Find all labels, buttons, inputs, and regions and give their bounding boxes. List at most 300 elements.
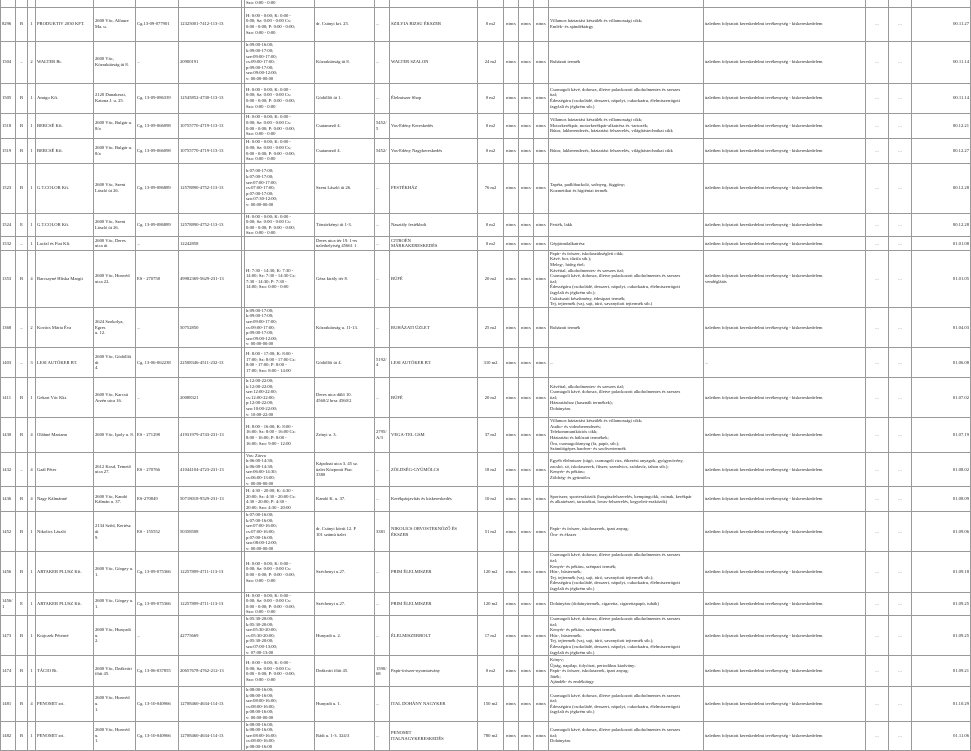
flag-cell-3: nincs <box>534 687 549 722</box>
owner-name-cell: Krajczek Péterné <box>36 615 94 655</box>
flag-cell-3: nincs <box>534 615 549 655</box>
company-reg-cell: Cg. 13-09-066098 <box>136 113 179 138</box>
product-list-cell: Dohányáru (dohánytermék, cigaretta, cigarettapapír, tubák) <box>549 592 704 615</box>
status-cell: ... <box>16 347 28 377</box>
extra-cell-2: ... <box>889 721 912 750</box>
flag-cell-2: nincs <box>519 512 534 552</box>
tax-number-cell: 12242858 <box>179 236 242 250</box>
shop-name-cell: LESI AUTÓKER BT. <box>390 347 478 377</box>
activity-cell: üzletben folytatott kereskedelmi tevékenység - kiskereskedelem <box>704 721 866 750</box>
tax-number-cell: 12257809-4711-113-13 <box>179 552 242 592</box>
company-reg-cell: Cg. 13-09-086889 <box>136 213 179 236</box>
company-reg-cell: ... <box>136 307 179 347</box>
owner-name-cell: Nagy Kálmánné <box>36 487 94 512</box>
shop-address-cell: Géza király tér 8. <box>315 250 375 307</box>
type-cell <box>28 0 36 7</box>
date-cell: 01.11.06 <box>912 721 971 750</box>
flag-cell-3: nincs <box>534 138 549 163</box>
opening-hours-cell: h:08:00-16:00; k:08:00-16:00; sze:08:00-16:00; cs:08:00-16:00; p:08:00-16:00; v: 00:00-00:00 <box>245 687 315 722</box>
flag-cell-3: nincs <box>534 7 549 41</box>
date-cell: 01.10.29 <box>912 687 971 722</box>
register-rows <box>1 0 971 750</box>
product-list-cell: Ruházati termék <box>549 307 704 347</box>
product-list-cell: Csomagolt kávé, dohosra, illetve palackozott alkoholmentes és szeszes ital; Kenyér- és pékáru, szénpari termék; Hús-, hústermék; Tej, tejtermék (vaj, sajt, túró, savanyított tejtermék stb.); Édességáru (csokoládé, desszert, nápolyi, cukorkaáru, élelmiszerrágott fagylalt és jégkrém stb.) <box>549 615 704 655</box>
table-row <box>1 163 971 213</box>
shop-name-cell: Papír-írószer-nyomtatvány <box>390 656 478 687</box>
table-row <box>1 418 971 453</box>
flag-cell-3: nincs <box>534 113 549 138</box>
tax-number-cell: 12578890-4752-113-13 <box>179 213 242 236</box>
date-cell: 01.09.18 <box>912 552 971 592</box>
floor-area-cell: 120 m2 <box>478 552 504 592</box>
flag-cell-3: nincs <box>534 721 549 750</box>
owner-address-cell: 2600 Vác, Hunyadi u. 2. <box>94 615 136 655</box>
floor-area-cell: 0 m2 <box>478 656 504 687</box>
type-cell: 2 <box>28 307 36 347</box>
company-reg-cell: Cg.13-09-077901 <box>136 7 179 41</box>
opening-hours-cell: H: 0:00 - 0:00; K: 0:00 - 0:00; Sz: 0:00 - 0:00 Cs: 0:00 - 0:00; P: 0:00 - 0:00; Szo: 0:00 - 0:00 <box>245 656 315 687</box>
activity-cell: üzletben folytatott kereskedelmi tevékenység - kiskereskedelem <box>704 656 866 687</box>
activity-cell: üzletben folytatott kereskedelmi tevékenység - kiskereskedelem <box>704 487 866 512</box>
activity-cell: üzletben folytatott kereskedelmi tevékenység - kiskereskedelem <box>704 592 866 615</box>
tax-number-cell: 20900191 <box>179 41 242 83</box>
extra-cell-2: ... <box>889 687 912 722</box>
opening-hours-cell: H: 8:00 - 17:00; K: 8:00 - 17:00; Sz: 8:00 - 17:00 Cs: 8:00 - 17:00; P: 8:00 - 17:00; Szo: 8:00 - 14:00 <box>245 347 315 377</box>
flag-cell-3: nincs <box>534 347 549 377</box>
product-list-cell: Egyéb élelmiszer (rágó, csomagolt rizs, étkezési anyagok, gyógynövény, zacskó, só, iskolaszerek, fűszer, szendvics, szódavíz, tahon stb.); Kenyér- és pékáru; Zöldség- és gyümölcs <box>549 452 704 487</box>
owner-name-cell: Gekari Vác Kkt. <box>36 377 94 417</box>
floor-area-cell: 76 m2 <box>478 163 504 213</box>
flag-cell-2 <box>519 0 534 7</box>
status-cell: B <box>16 656 28 687</box>
flag-cell-1: nincs <box>504 250 519 307</box>
owner-address-cell: 2600 Vác, Deákvári főút 45. <box>94 656 136 687</box>
tax-number-cell: 20088321 <box>179 377 242 417</box>
company-reg-cell: Cg. 13-09-066098 <box>136 138 179 163</box>
flag-cell-2: nincs <box>519 592 534 615</box>
shop-name-cell: PRIM ÉLELMISZER <box>390 592 478 615</box>
table-row <box>1 250 971 307</box>
activity-cell: üzletben folytatott kereskedelmi tevékenység - kiskereskedelem <box>704 7 866 41</box>
lot-number-cell: ... <box>375 83 390 113</box>
flag-cell-1: nincs <box>504 41 519 83</box>
owner-name-cell: LESI AUTÓKER BT. <box>36 347 94 377</box>
tax-number-cell: 12578890-4752-113-13 <box>179 163 242 213</box>
product-list-cell: Papír- és írószer, iskolaszükségleti cikk; Kávé, bor, tűzifa stb.); Meleg-, hideg étel; Kávéital, alkoholmentes- és szeszes ital; Csomagolt kávé, dohosra, illetve palackozott alkoholmentes és szeszes ital; Édességáru (csokoládé, desszert, nápolyi, cukorkaáru, élelmiszerrágott fagylalt és jégkrém stb.); Cukrászati készítmény, édesipari termék; Tej, tejtermék (vaj, sajt, túró, savanyított tejtermék stb.) <box>549 250 704 307</box>
status-cell: ... <box>16 452 28 487</box>
table-row <box>1 377 971 417</box>
table-row <box>1 41 971 83</box>
table-row <box>1 721 971 750</box>
extra-cell-2: ... <box>889 656 912 687</box>
status-cell: B <box>16 138 28 163</box>
date-cell: 00.12.28 <box>912 213 971 236</box>
opening-hours-cell: H: 0:00 - 0:00; K: 0:00 - 0:00; Sz: 0:00 - 0:00 Cs: 0:00 - 0:00; P: 0:00 - 0:00; Szo: 0:00 - 0:00 <box>245 113 315 138</box>
reg-number-cell: 1411 <box>1 377 16 417</box>
opening-hours-cell: h:08:00-16:00; k:08:00-16:00; sze:08:00-16:00; cs:08:00-16:00; p:08:00-16:00 <box>245 721 315 750</box>
extra-cell-1: ... <box>866 721 889 750</box>
owner-name-cell: Amigo Kft. <box>36 83 94 113</box>
extra-cell-2: ... <box>889 512 912 552</box>
type-cell: 4 <box>28 452 36 487</box>
shop-name-cell: ZÖLDSÉG-GYÜMÖLCS <box>390 452 478 487</box>
date-cell: 01.06.08 <box>912 347 971 377</box>
flag-cell-2: nincs <box>519 41 534 83</box>
shop-name-cell: FESTÉKHÁZ <box>390 163 478 213</box>
flag-cell-2: nincs <box>519 213 534 236</box>
status-cell: B <box>16 83 28 113</box>
shop-name-cell: Kerékpárjavítás és kiskereskedés <box>390 487 478 512</box>
reg-number-cell: 1482 <box>1 721 16 750</box>
extra-cell-2: ... <box>889 138 912 163</box>
tax-number-cell <box>179 0 242 7</box>
extra-cell-1: ... <box>866 250 889 307</box>
shop-name-cell: WALTER SZALON <box>390 41 478 83</box>
date-cell <box>912 0 971 7</box>
activity-cell: üzletben folytatott kereskedelmi tevékenység - kiskereskedelem <box>704 615 866 655</box>
opening-hours-cell: H: 0:00 - 0:00; K: 0:00 - 0:00; Sz: 0:00 - 0:00 Cs: 0:00 - 0:00; P: 0:00 - 0:00; Szo: 0:00 - 0:00 <box>245 138 315 163</box>
flag-cell-1: nincs <box>504 138 519 163</box>
type-cell: 4 <box>28 687 36 722</box>
shop-name-cell: PRIM ÉLELMISZER <box>390 552 478 592</box>
flag-cell-1: nincs <box>504 347 519 377</box>
type-cell: 1 <box>28 113 36 138</box>
product-list-cell: Bútor, lakberendezés, háztartási felszerelés, világítástechnikai cikk <box>549 138 704 163</box>
owner-name-cell: G.T.COLOR Kft. <box>36 163 94 213</box>
extra-cell-2: ... <box>889 347 912 377</box>
extra-cell-2: ... <box>889 552 912 592</box>
extra-cell-2: ... <box>889 213 912 236</box>
owner-name-cell: Oláhné Mariann <box>36 418 94 453</box>
owner-name-cell: PENOMIT zrt. <box>36 687 94 722</box>
extra-cell-1: ... <box>866 487 889 512</box>
product-list-cell: Tapéta, padlóburkoló, szőnyeg, függöny; Kozmetikai és higiéniai termék <box>549 163 704 213</box>
tax-number-cell: 12325001-7412-113-13 <box>179 7 242 41</box>
shop-address-cell: dr. Csányi krt. 25. <box>315 7 375 41</box>
extra-cell-1: ... <box>866 592 889 615</box>
product-list-cell: Villamos háztartási készülék és villamossági cikk; Emlék- és ajándéktárgy <box>549 7 704 41</box>
date-cell: 01.07.02 <box>912 377 971 417</box>
type-cell: 1 <box>28 83 36 113</box>
floor-area-cell: 20 m2 <box>478 377 504 417</box>
flag-cell-2: nincs <box>519 721 534 750</box>
reg-number-cell: 1436 <box>1 487 16 512</box>
flag-cell-2: nincs <box>519 377 534 417</box>
shop-address-cell: Széchenyi u.27. <box>315 592 375 615</box>
flag-cell-1: nincs <box>504 83 519 113</box>
extra-cell-1: ... <box>866 138 889 163</box>
extra-cell-1: ... <box>866 687 889 722</box>
type-cell: 1 <box>28 377 36 417</box>
company-reg-cell: Cg. 13-06-062238 <box>136 347 179 377</box>
shop-name-cell: BÜFÉ <box>390 250 478 307</box>
flag-cell-2: nincs <box>519 615 534 655</box>
opening-hours-cell: h:07:00-17:00; k:07:00-17:00; sze:07:00-17:00; cs:07:00-17:00; p:07:00-17:00; szo:07:30-12:00; v: 00:00-00:00 <box>245 163 315 213</box>
owner-name-cell: PRODUKTIV 2030 KFT. <box>36 7 94 41</box>
flag-cell-1: nincs <box>504 487 519 512</box>
status-cell: E <box>16 213 28 236</box>
flag-cell-1 <box>504 0 519 7</box>
activity-cell: üzletben folytatott kereskedelmi tevékenység - kiskereskedelem <box>704 213 866 236</box>
table-row <box>1 592 971 615</box>
extra-cell-1: ... <box>866 236 889 250</box>
flag-cell-1: nincs <box>504 656 519 687</box>
flag-cell-3: nincs <box>534 418 549 453</box>
floor-area-cell: 37 m2 <box>478 418 504 453</box>
lot-number-cell: ... <box>375 7 390 41</box>
extra-cell-1: ... <box>866 615 889 655</box>
flag-cell-1: nincs <box>504 512 519 552</box>
extra-cell-1: ... <box>866 41 889 83</box>
flag-cell-2: nincs <box>519 656 534 687</box>
opening-hours-cell: H: 8:00 - 16:00; K: 8:00 - 16:00; Sz: 8:00 - 16:00 Cs: 8:00 - 16:00; P: 8:00 - 16:00; Szo: 9:00 - 12:00 <box>245 418 315 453</box>
floor-area-cell <box>478 0 504 7</box>
owner-name-cell: Lacfal és Fiai Kft. <box>36 236 94 250</box>
extra-cell-1: ... <box>866 213 889 236</box>
date-cell: 01.09.25 <box>912 592 971 615</box>
floor-area-cell: 0 m2 <box>478 83 504 113</box>
owner-name-cell: WALTER Bt. <box>36 41 94 83</box>
activity-cell: üzletben folytatott kereskedelmi tevékenység - kiskereskedelem <box>704 163 866 213</box>
product-list-cell: ... <box>549 347 704 377</box>
product-list-cell: Csomagolt kávé, dohosra, illetve palackozott alkoholmentes és szeszes ital; Kenyér- és pékáru, szénpari termék; Hús-, hústermék; Tej, tejtermék (vaj, sajt, túró, savanyított tejtermék stb.); Édességáru (csokoládé, desszert, nápolyi, cukorkaáru, élelmiszerrágott fagylalt és jégkrém stb.) <box>549 552 704 592</box>
reg-number-cell: 1456/1 <box>1 592 16 615</box>
flag-cell-1: nincs <box>504 418 519 453</box>
activity-cell <box>704 0 866 7</box>
reg-number-cell: 1452 <box>1 512 16 552</box>
flag-cell-3: nincs <box>534 41 549 83</box>
opening-hours-cell: Szo: 0:00 - 0:00 <box>245 0 315 7</box>
extra-cell-2: ... <box>889 236 912 250</box>
reg-number-cell: 1523 <box>1 163 16 213</box>
lot-number-cell: 5192/4 <box>375 347 390 377</box>
status-cell: ... <box>16 41 28 83</box>
shop-name-cell: RUHÁZATI ÜZLET <box>390 307 478 347</box>
date-cell: 01.01.05 <box>912 250 971 307</box>
extra-cell-2: ... <box>889 307 912 347</box>
type-cell: 1 <box>28 512 36 552</box>
flag-cell-3: nincs <box>534 307 549 347</box>
table-row <box>1 347 971 377</box>
owner-address-cell: 2600 Vác, Karcsú Arzén utca 16. <box>94 377 136 417</box>
activity-cell: üzletben folytatott kereskedelmi tevékenység - kiskereskedelem <box>704 138 866 163</box>
status-cell: B <box>16 512 28 552</box>
product-list-cell <box>549 0 704 7</box>
tax-number-cell: 12708460-4634-114-13 <box>179 687 242 722</box>
lot-number-cell: ... <box>375 213 390 236</box>
date-cell: 00.12.28 <box>912 163 971 213</box>
floor-area-cell: 0 m2 <box>478 7 504 41</box>
owner-address-cell: 2600 Vác, Gödöllői út 4. <box>94 347 136 377</box>
lot-number-cell: ... <box>375 615 390 655</box>
floor-area-cell: 0 m2 <box>478 236 504 250</box>
activity-cell: üzletben folytatott kereskedelmi tevékenység - kiskereskedelem <box>704 113 866 138</box>
activity-cell: üzletben folytatott kereskedelmi tevékenység - kiskereskedelem <box>704 552 866 592</box>
owner-name-cell: Gaál Péter <box>36 452 94 487</box>
product-list-cell: Csomagolt kávé, dohosra, illetve palackozott alkoholmentes és szeszes ital; Édességáru (csokoládé, desszert, nápolyi, cukorkaáru, élelmiszerrágott fagylalt és jégkrém stb.) <box>549 83 704 113</box>
product-list-cell: Kávéital, alkoholmentes- és szeszes ital; Csomagolt kávé, dohosra, illetve palackozott alkoholmentes és szeszes ital; Háztartáshoz (használt termékek); Dohányáru <box>549 377 704 417</box>
extra-cell-2: ... <box>889 83 912 113</box>
owner-address-cell: 2624 Szokolya, Egres u. 12. <box>94 307 136 347</box>
tax-number-cell: 50752850 <box>179 307 242 347</box>
reg-number-cell: 1481 <box>1 687 16 722</box>
table-row <box>1 512 971 552</box>
extra-cell-1: ... <box>866 7 889 41</box>
flag-cell-1: nincs <box>504 236 519 250</box>
lot-number-cell: ... <box>375 552 390 592</box>
owner-name-cell: BERCSÉ Kft. <box>36 113 94 138</box>
shop-name-cell: SZILVIA BIZSU ÉKSZER <box>390 7 478 41</box>
owner-name-cell: PENOMIT zrt. <box>36 721 94 750</box>
owner-address-cell: 2612 Kosd, Temető utca 27. <box>94 452 136 487</box>
shop-address-cell: Szent László út 26. <box>315 163 375 213</box>
shop-name-cell <box>390 0 478 7</box>
extra-cell-2: ... <box>889 41 912 83</box>
extra-cell-2: ... <box>889 487 912 512</box>
type-cell: 4 <box>28 487 36 512</box>
status-cell: B <box>16 163 28 213</box>
tax-number-cell: 12545852-4730-113-13 <box>179 83 242 113</box>
extra-cell-1: ... <box>866 163 889 213</box>
extra-cell-2: ... <box>889 615 912 655</box>
owner-name-cell <box>36 0 94 7</box>
lot-number-cell: ... <box>375 250 390 307</box>
tax-number-cell: 41931979-4743-231-13 <box>179 418 242 453</box>
shop-address-cell: Gödöllői út 1. <box>315 83 375 113</box>
type-cell: 1 <box>28 236 36 250</box>
owner-name-cell: Nikolics László <box>36 512 94 552</box>
opening-hours-cell: H: 0:00 - 0:00; K: 0:00 - 0:00; Sz: 0:00 - 0:00 Cs: 0:00 - 0:00; P: 0:00 - 0:00; Szo: 0:00 - 0:00 <box>245 213 315 236</box>
shop-address-cell: Deres utca dűlő 10. 4560/2 hrsz 4560/2 <box>315 377 375 417</box>
shop-address-cell <box>315 0 375 7</box>
extra-cell-1: ... <box>866 113 889 138</box>
flag-cell-2: nincs <box>519 7 534 41</box>
extra-cell-1: ... <box>866 452 889 487</box>
lot-number-cell: ... <box>375 592 390 615</box>
status-cell: B <box>16 113 28 138</box>
table-row <box>1 213 971 236</box>
reg-number-cell: 1505 <box>1 83 16 113</box>
shop-name-cell: Nasztály festékbolt <box>390 213 478 236</box>
owner-address-cell: 2120 Dunakeszi, Katona J. u. 25. <box>94 83 136 113</box>
extra-cell-1: ... <box>866 377 889 417</box>
flag-cell-2: nincs <box>519 452 534 487</box>
flag-cell-3: nincs <box>534 592 549 615</box>
extra-cell-2: ... <box>889 418 912 453</box>
tax-number-cell: 10755770-4719-113-13 <box>179 138 242 163</box>
product-list-cell: Ruházati termék <box>549 41 704 83</box>
company-reg-cell: ES - 271298 <box>136 418 179 453</box>
status-cell <box>16 0 28 7</box>
table-row <box>1 113 971 138</box>
date-cell: 01.09.21 <box>912 656 971 687</box>
flag-cell-1: nincs <box>504 7 519 41</box>
floor-area-cell: 0 m2 <box>478 113 504 138</box>
activity-cell: üzletben folytatott kereskedelmi tevékenység - kiskereskedelem <box>704 236 866 250</box>
product-list-cell: Villamos háztartási készülék és villamossági cikk; Audio- és videoberendezés; Telekommunikációs cikk; Háztartási és hálózati termékek; Óra, csomagolóanyag (fa, papír, stb.); Számítógépes hardver- és szoftvertermék <box>549 418 704 453</box>
owner-address-cell: 2600 Vác, Kandó Kálmán u. 37. <box>94 487 136 512</box>
owner-address-cell: 2600 Vác, Bulgár u. 8/a <box>94 138 136 163</box>
flag-cell-3: nincs <box>534 250 549 307</box>
date-cell: 01.04.03 <box>912 307 971 347</box>
reg-number-cell: 1504 <box>1 41 16 83</box>
company-reg-cell: Cg. 13-09-075366 <box>136 552 179 592</box>
activity-cell: üzletben folytatott kereskedelmi tevékenység - kiskereskedelem vendéglátás <box>704 250 866 307</box>
shop-address-cell: Tömörkényi út 1-3. <box>315 213 375 236</box>
flag-cell-3: nincs <box>534 163 549 213</box>
lot-number-cell: 1590/68 <box>375 656 390 687</box>
floor-area-cell: 310 m2 <box>478 347 504 377</box>
tax-number-cell: 10755770-4719-113-13 <box>179 113 242 138</box>
company-reg-cell: ES - 270758 <box>136 250 179 307</box>
lot-number-cell: ... <box>375 452 390 487</box>
shop-name-cell: ITAL DOHÁNY NAGYKER <box>390 687 478 722</box>
floor-area-cell: 10 m2 <box>478 487 504 512</box>
status-cell: B <box>16 615 28 655</box>
shop-address-cell: Csatamező 4. <box>315 138 375 163</box>
extra-cell-2: ... <box>889 250 912 307</box>
flag-cell-2: nincs <box>519 552 534 592</box>
floor-area-cell: 150 m2 <box>478 687 504 722</box>
opening-hours-cell: H: 4:30 - 20:00; K: 4:30 - 20:00; Sz: 4:30 - 20:00 Cs: 4:30 - 20:00; P: 4:30 - 20:00; Szo: 4:30 - 20:00 <box>245 487 315 512</box>
status-cell: B <box>16 552 28 592</box>
activity-cell: üzletben folytatott kereskedelmi tevékenység - kiskereskedelem <box>704 307 866 347</box>
reg-number-cell: 1430 <box>1 418 16 453</box>
shop-address-cell: Kápolnai utca 3. 45 sz. üzlet Központi Piac 3380 <box>315 452 375 487</box>
reg-number-cell: 1474 <box>1 656 16 687</box>
floor-area-cell: 18 m2 <box>478 452 504 487</box>
shop-address-cell: Hunyadi u. 1. <box>315 687 375 722</box>
flag-cell-1: nincs <box>504 307 519 347</box>
owner-name-cell: TÁCIO Bt. <box>36 656 94 687</box>
owner-address-cell <box>94 0 136 7</box>
reg-number-cell: 1432 <box>1 452 16 487</box>
shop-name-cell: ÉLELMISZERBOLT <box>390 615 478 655</box>
owner-name-cell: G.T.COLOR Kft. <box>36 213 94 236</box>
lot-number-cell: ... <box>375 307 390 347</box>
owner-address-cell: 2600 Vác, Ipoly u. 8. <box>94 418 136 453</box>
lot-number-cell: ... <box>375 687 390 722</box>
flag-cell-3: nincs <box>534 656 549 687</box>
extra-cell-1: ... <box>866 656 889 687</box>
status-cell: B <box>16 250 28 307</box>
activity-cell: ... <box>704 347 866 377</box>
tax-number-cell: 20657678-4762-212-13 <box>179 656 242 687</box>
flag-cell-2: nincs <box>519 113 534 138</box>
product-list-cell: Villamos háztartási készülék és villamossági cikk; Motorkerékpár, motorkerékpár-alkatrész és -tartozék; Bútor, lakberendezés, háztartási felszerelés, világítástechnikai cikk <box>549 113 704 138</box>
shop-name-cell: PENOMIT ITALNAGYKERESKEDÉS <box>390 721 478 750</box>
type-cell: 1 <box>28 213 36 236</box>
activity-cell: üzletben folytatott kereskedelmi tevékenység - kiskereskedelem <box>704 377 866 417</box>
flag-cell-3: nincs <box>534 83 549 113</box>
lot-number-cell: 3381 <box>375 512 390 552</box>
owner-address-cell: 2600 Vác, Honvéd utca 22. <box>94 250 136 307</box>
date-cell: 01.09.06 <box>912 512 971 552</box>
flag-cell-1: nincs <box>504 552 519 592</box>
owner-address-cell: 2600 Vác, Görgey u. 1. <box>94 592 136 615</box>
date-cell: 01.09.25 <box>912 615 971 655</box>
reg-number-cell: 1518 <box>1 113 16 138</box>
owner-address-cell: 2600 Vác, Szent László út 26. <box>94 163 136 213</box>
table-row <box>1 687 971 722</box>
flag-cell-2: nincs <box>519 236 534 250</box>
reg-number-cell: 1519 <box>1 138 16 163</box>
owner-address-cell: 2600 Vác, Alfaure Ma. u. <box>94 7 136 41</box>
status-cell: E <box>16 592 28 615</box>
floor-area-cell: 0 m2 <box>478 213 504 236</box>
opening-hours-cell: H: 0:00 - 0:00; K: 0:00 - 0:00; Sz: 0:00 - 0:00 Cs: 0:00 - 0:00; P: 0:00 - 0:00; Szo: 0:00 - 0:00 <box>245 7 315 41</box>
extra-cell-2: ... <box>889 452 912 487</box>
